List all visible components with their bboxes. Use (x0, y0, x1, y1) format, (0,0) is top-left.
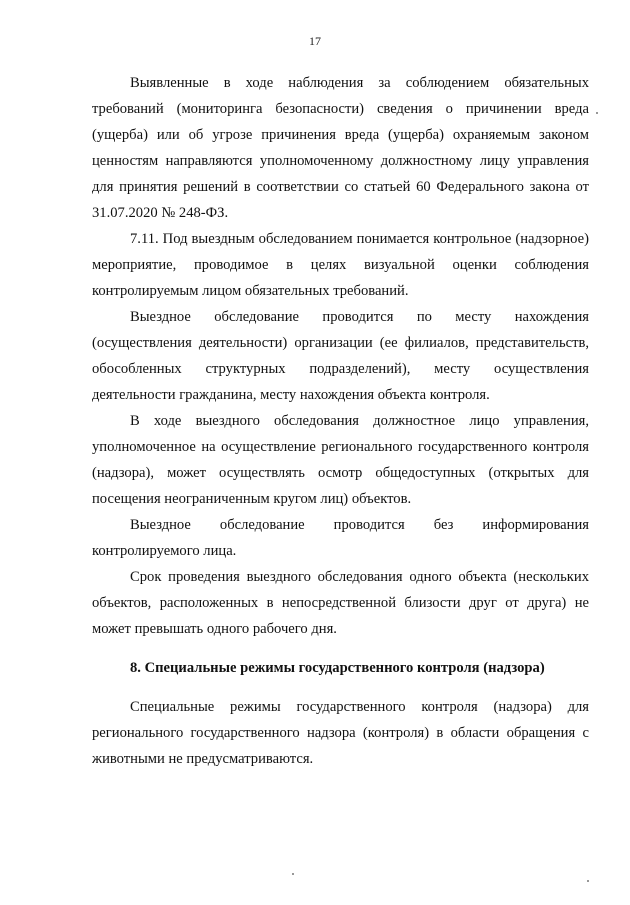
scan-speck (596, 112, 598, 114)
section-heading-special-regimes: 8. Специальные режимы государственного контроля (надзора) (130, 660, 545, 676)
scan-speck (587, 880, 589, 882)
paragraph-inspection-actions: В ходе выездного обследования должностное лицо управления, уполномоченное на осуществление регионального государственного контроля (надзора), может осуществлять осмотр общедоступных (открытых для посещения неограниченным кругом лиц) объектов. (92, 413, 589, 507)
paragraph-no-notification: Выездное обследование проводится без информирования контролируемого лица. (92, 517, 589, 559)
paragraph-inspection-location: Выездное обследование проводится по месту нахождения (осуществления деятельности) организации (ее филиалов, представительств, обособленных структурных подразделений), месту осуществления деятельности гражданина, месту нахождения объекта контроля. (92, 309, 589, 403)
page-number: 17 (309, 34, 321, 48)
paragraph-special-regimes: Специальные режимы государственного контроля (надзора) для регионального государственного надзора (контроля) в области обращения с животными не предусматриваются. (92, 699, 589, 767)
paragraph-7-11-definition: 7.11. Под выездным обследованием понимается контрольное (надзорное) мероприятие, проводимое в целях визуальной оценки соблюдения контролируемым лицом обязательных требований. (92, 231, 589, 299)
paragraph-monitoring-results: Выявленные в ходе наблюдения за соблюдением обязательных требований (мониторинга безопасности) сведения о причинении вреда (ущерба) или об угрозе причинения вреда (ущерба) охраняемым законом ценностям направляются уполномоченному должностному лицу управления для принятия решений в соответствии со статьей 60 Федерального закона от 31.07.2020 № 248-ФЗ. (92, 75, 589, 221)
paragraph-duration-limit: Срок проведения выездного обследования одного объекта (нескольких объектов, расположенных в непосредственной близости друг от друга) не может превышать одного рабочего дня. (92, 569, 589, 637)
document-body (92, 70, 589, 772)
scan-speck (292, 873, 294, 875)
